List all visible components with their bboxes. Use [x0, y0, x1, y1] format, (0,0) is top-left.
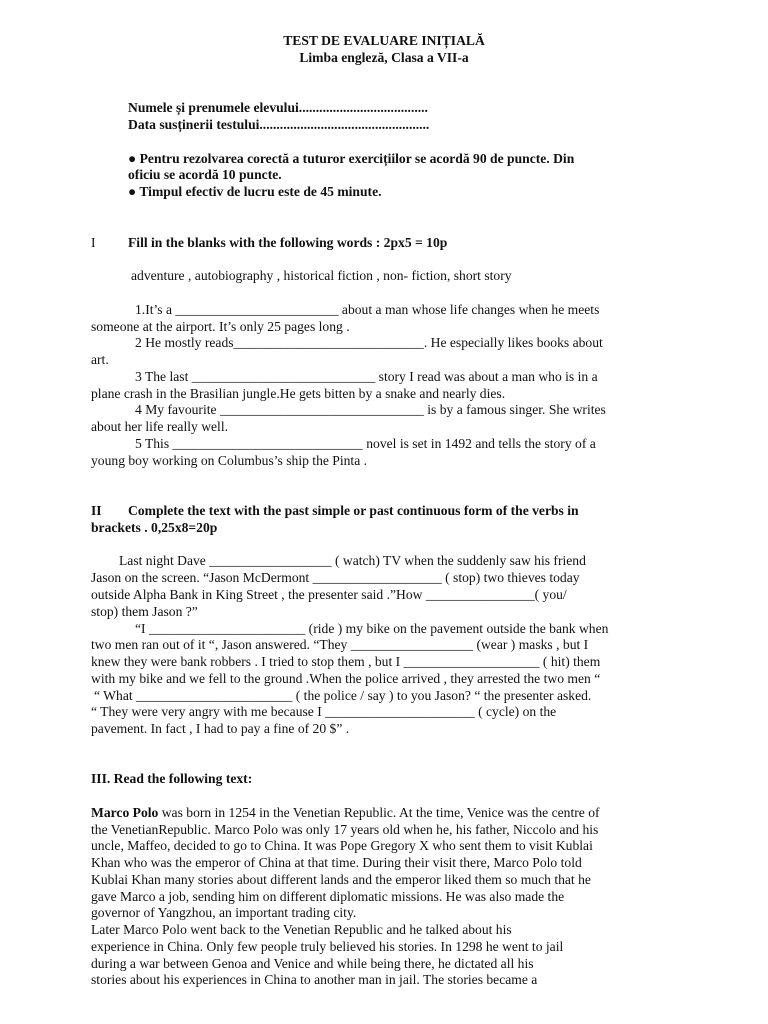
section-1-line: someone at the airport. It’s only 25 pages long . — [91, 319, 350, 334]
section-2-line: “ What _______________________ ( the police / say ) to you Jason? “ the presenter asked. — [94, 688, 592, 703]
points-info-line-1: ● Pentru rezolvarea corectă a tuturor exercițiilor se acordă 90 de puncte. Din — [128, 151, 575, 166]
section-1-score: : 2px5 = 10p — [372, 235, 448, 250]
section-1-heading — [128, 235, 447, 251]
section-2-line: outside Alpha Bank in King Street , the presenter said .”How ________________( you/ — [91, 587, 567, 602]
section-1-line: 1.It’s a ________________________ about a man whose life changes when he meets — [135, 302, 600, 317]
section-2-line: pavement. In fact , I had to pay a fine of 20 $” . — [91, 721, 350, 736]
section-1-line: 5 This ____________________________ novel is set in 1492 and tells the story of a — [135, 436, 596, 451]
section-1-line: young boy working on Columbus’s ship the Pinta . — [91, 453, 368, 468]
section-2-instruction-line-1: Complete the text with the past simple or past continuous form of the verbs in — [128, 503, 579, 518]
section-3-first-line-text: was born in 1254 in the Venetian Republic. At the time, Venice was the centre of — [158, 805, 600, 820]
section-1-line: art. — [91, 352, 109, 367]
section-2-line: Jason on the screen. “Jason McDermont ___________________ ( stop) two thieves today — [91, 570, 580, 585]
section-3-line — [91, 805, 600, 821]
section-2-line: stop) them Jason ?” — [91, 604, 198, 619]
section-3-line: Khan who was the emperor of China at that time. During their visit there, Marco Polo told — [91, 855, 582, 870]
section-3-line: stories about his experiences in China to another man in jail. The stories became a — [91, 972, 538, 987]
section-3-line: experience in China. Only few people truly believed his stories. In 1298 he went to jail — [91, 939, 564, 954]
section-2-line: “ They were very angry with me because I ______________________ ( cycle) on the — [91, 704, 557, 719]
section-3-line: Kublai Khan many stories about different lands and the emperor liked them so much that he — [91, 872, 591, 887]
student-name-line: Numele și prenumele elevului...................................... — [128, 100, 428, 115]
time-info-line: ● Timpul efectiv de lucru este de 45 minute. — [128, 184, 382, 199]
section-3-line: Later Marco Polo went back to the Venetian Republic and he talked about his — [91, 922, 512, 937]
test-date-line: Data susținerii testului.................................................. — [128, 117, 430, 132]
section-2-instruction-line-2: brackets . 0,25x8=20p — [91, 520, 218, 535]
marco-polo-name: Marco Polo — [91, 805, 159, 820]
section-3-heading: III. Read the following text: — [91, 771, 253, 786]
section-2-line: Last night Dave __________________ ( watch) TV when the suddenly saw his friend — [119, 553, 586, 568]
section-1-line: about her life really well. — [91, 419, 229, 434]
section-1-word-bank: adventure , autobiography , historical fiction , non- fiction, short story — [131, 268, 512, 283]
section-1-line: 4 My favourite ______________________________ is by a famous singer. She writes — [135, 402, 606, 417]
page-subtitle: Limba engleză, Clasa a VII-a — [299, 50, 469, 65]
section-1-line: 3 The last ___________________________ story I read was about a man who is in a — [135, 369, 598, 384]
section-2-number: II — [91, 503, 102, 518]
page-title: TEST DE EVALUARE INIȚIALĂ — [283, 33, 485, 48]
section-2-line: two men ran out of it “, Jason answered. “They __________________ (wear ) masks , but I — [91, 637, 589, 652]
points-info-line-2: oficiu se acordă 10 puncte. — [128, 167, 282, 182]
section-1-instruction: Fill in the blanks with the following words — [128, 235, 373, 250]
section-3-line: governor of Yangzhou, an important trading city. — [91, 905, 357, 920]
section-3-line: during a war between Genoa and Venice and while being there, he dictated all his — [91, 956, 534, 971]
section-1-line: 2 He mostly reads____________________________. He especially likes books about — [135, 335, 603, 350]
section-3-line: uncle, Maffeo, decided to go to China. It was Pope Gregory X who sent them to visit Kublai — [91, 838, 593, 853]
section-1-line: plane crash in the Brasilian jungle.He gets bitten by a snake and nearly dies. — [91, 386, 506, 401]
section-2-line: “I _______________________ (ride ) my bike on the pavement outside the bank when — [135, 621, 609, 636]
section-2-line: knew they were bank robbers . I tried to stop them , but I ____________________ ( hit) them — [91, 654, 601, 669]
section-3-line: gave Marco a job, sending him on different diplomatic missions. He was also made the — [91, 889, 565, 904]
section-2-line: with my bike and we fell to the ground .When the police arrived , they arrested the two men “ — [91, 671, 601, 686]
section-1-number: I — [91, 235, 96, 250]
section-3-line: the VenetianRepublic. Marco Polo was only 17 years old when he, his father, Niccolo and his — [91, 822, 599, 837]
